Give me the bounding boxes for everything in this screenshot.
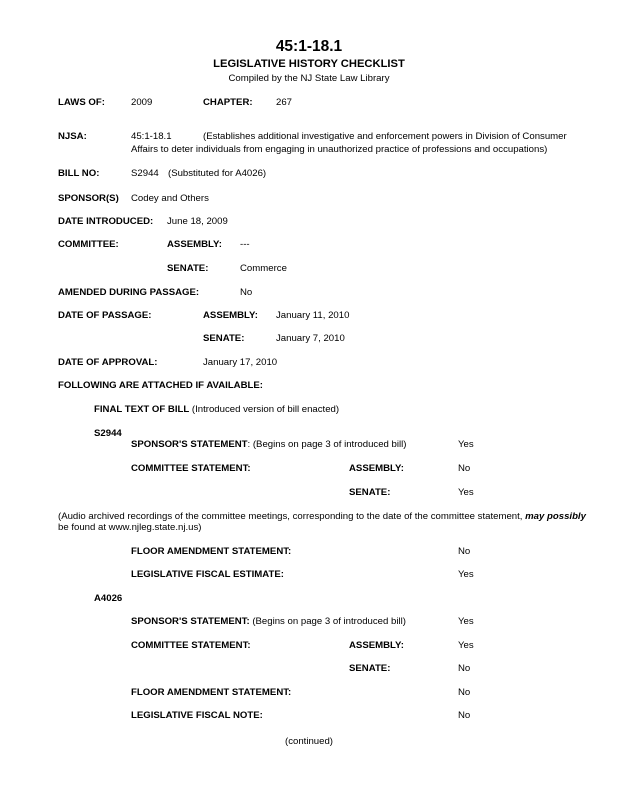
audio-note-line1 [58, 511, 586, 522]
date-introduced-label: DATE INTRODUCED: [58, 216, 154, 227]
document-subtitle: LEGISLATIVE HISTORY CHECKLIST [213, 58, 405, 70]
s2944-assembly-value: No [458, 463, 471, 474]
a4026-sponsor-note: (Begins on page 3 of introduced bill) [249, 616, 406, 627]
laws-of-value: 2009 [131, 97, 153, 108]
s2944-assembly-label: ASSEMBLY: [349, 463, 404, 474]
compiled-by: Compiled by the NJ State Law Library [228, 73, 390, 84]
passage-assembly-label: ASSEMBLY: [203, 310, 258, 321]
audio-note-line2: be found at www.njleg.state.nj.us) [58, 522, 202, 533]
bill-no-label: BILL NO: [58, 168, 100, 179]
passage-label: DATE OF PASSAGE: [58, 310, 152, 321]
bill-no-value: S2944 [131, 168, 159, 179]
a4026-heading: A4026 [94, 593, 123, 604]
njsa-label: NJSA: [58, 131, 87, 142]
s2944-sponsor-statement [131, 439, 406, 450]
bill-no-note: (Substituted for A4026) [168, 168, 267, 179]
s2944-fiscal-label: LEGISLATIVE FISCAL ESTIMATE: [131, 569, 284, 580]
a4026-fiscal-value: No [458, 710, 471, 721]
amended-label: AMENDED DURING PASSAGE: [58, 287, 200, 298]
chapter-value: 267 [276, 97, 293, 108]
committee-senate-value: Commerce [240, 263, 287, 274]
njsa-description-line1: (Establishes additional investigative and enforcement powers in Division of Consumer [203, 131, 567, 142]
date-introduced-value: June 18, 2009 [167, 216, 228, 227]
laws-of-label: LAWS OF: [58, 97, 105, 108]
a4026-fiscal-label: LEGISLATIVE FISCAL NOTE: [131, 710, 263, 721]
sponsors-label: SPONSOR(S) [58, 193, 119, 204]
final-text-line [94, 404, 339, 415]
audio-note-emphasis: may possibly [525, 511, 586, 522]
a4026-senate-label: SENATE: [349, 663, 391, 674]
a4026-floor-label: FLOOR AMENDMENT STATEMENT: [131, 687, 292, 698]
sponsors-value: Codey and Others [131, 193, 209, 204]
a4026-senate-value: No [458, 663, 471, 674]
committee-label: COMMITTEE: [58, 239, 119, 250]
a4026-sponsor-value: Yes [458, 616, 474, 627]
attached-heading: FOLLOWING ARE ATTACHED IF AVAILABLE: [58, 380, 263, 391]
a4026-floor-value: No [458, 687, 471, 698]
approval-value: January 17, 2010 [203, 357, 278, 368]
a4026-assembly-value: Yes [458, 640, 474, 651]
s2944-sponsor-note: : (Begins on page 3 of introduced bill) [247, 439, 407, 450]
a4026-sponsor-label: SPONSOR'S STATEMENT: [131, 616, 250, 627]
audio-note-text: (Audio archived recordings of the committee meetings, corresponding to the date of the committee statement, [58, 511, 526, 522]
s2944-floor-value: No [458, 546, 471, 557]
s2944-floor-label: FLOOR AMENDMENT STATEMENT: [131, 546, 292, 557]
s2944-senate-value: Yes [458, 487, 474, 498]
approval-label: DATE OF APPROVAL: [58, 357, 158, 368]
s2944-committee-label: COMMITTEE STATEMENT: [131, 463, 251, 474]
s2944-senate-label: SENATE: [349, 487, 391, 498]
a4026-committee-label: COMMITTEE STATEMENT: [131, 640, 251, 651]
passage-senate-value: January 7, 2010 [276, 333, 345, 344]
final-text-note: (Introduced version of bill enacted) [191, 404, 340, 415]
continued-note: (continued) [285, 736, 333, 747]
passage-senate-label: SENATE: [203, 333, 245, 344]
committee-assembly-label: ASSEMBLY: [167, 239, 222, 250]
s2944-sponsor-value: Yes [458, 439, 474, 450]
s2944-sponsor-label: SPONSOR'S STATEMENT [131, 439, 248, 450]
s2944-heading: S2944 [94, 428, 122, 439]
passage-assembly-value: January 11, 2010 [276, 310, 350, 321]
final-text-label: FINAL TEXT OF BILL [94, 404, 190, 415]
amended-value: No [240, 287, 253, 298]
document-title: 45:1-18.1 [275, 38, 343, 55]
njsa-value: 45:1-18.1 [131, 131, 172, 142]
committee-assembly-value: --- [240, 239, 250, 250]
s2944-fiscal-value: Yes [458, 569, 474, 580]
a4026-sponsor-statement [131, 616, 406, 627]
a4026-assembly-label: ASSEMBLY: [349, 640, 404, 651]
chapter-label: CHAPTER: [203, 97, 253, 108]
committee-senate-label: SENATE: [167, 263, 209, 274]
njsa-description-line2: Affairs to deter individuals from engaging in unauthorized practice of professions and occupations) [131, 144, 548, 155]
